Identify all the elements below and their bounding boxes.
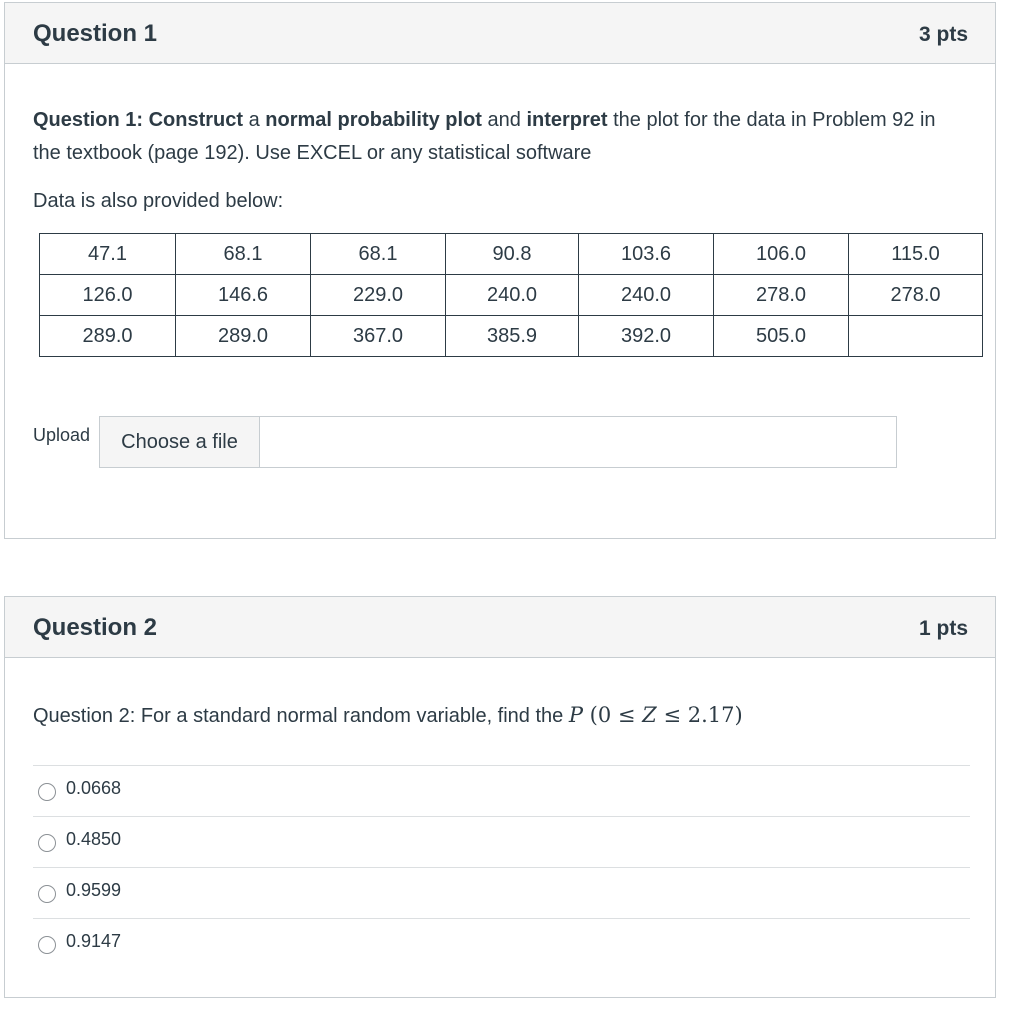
question-1-prompt	[33, 104, 978, 170]
table-cell: 126.0	[40, 275, 176, 316]
prompt-prefix: Question 1:	[33, 109, 149, 131]
table-cell: 392.0	[579, 316, 714, 357]
answer-label[interactable]: 0.9147	[66, 931, 122, 951]
answer-option[interactable]	[33, 816, 970, 867]
table-cell: 278.0	[849, 275, 983, 316]
radio-button[interactable]	[38, 885, 56, 903]
answer-option[interactable]	[33, 765, 970, 816]
table-row	[40, 234, 983, 275]
question-2-prompt	[33, 699, 743, 733]
table-cell: 229.0	[311, 275, 446, 316]
table-cell: 240.0	[446, 275, 579, 316]
file-upload-field[interactable]	[99, 416, 897, 468]
question-1-title: Question 1	[33, 20, 158, 47]
math-z: Z	[642, 703, 657, 727]
prompt-interpret: interpret	[526, 109, 608, 131]
table-cell: 289.0	[40, 316, 176, 357]
math-p: P	[568, 703, 583, 727]
table-row	[40, 275, 983, 316]
prompt-line2: the textbook (page 192). Use EXCEL or any statistical software	[33, 142, 592, 164]
table-cell: 106.0	[714, 234, 849, 275]
radio-button[interactable]	[38, 936, 56, 954]
choose-file-button[interactable]: Choose a file	[100, 417, 260, 467]
table-cell: 90.8	[446, 234, 579, 275]
answer-label[interactable]: 0.0668	[66, 778, 122, 798]
question-2-title: Question 2	[33, 614, 158, 641]
answer-list	[33, 765, 970, 969]
table-cell: 47.1	[40, 234, 176, 275]
question-1-points: 3 pts	[918, 23, 968, 46]
question-1-card	[4, 2, 996, 539]
table-cell: 115.0	[849, 234, 983, 275]
table-cell: 278.0	[714, 275, 849, 316]
table-cell: 103.6	[579, 234, 714, 275]
prompt-text: Question 2: For a standard normal random variable, find the	[33, 705, 569, 727]
radio-button[interactable]	[38, 783, 56, 801]
table-cell: 367.0	[311, 316, 446, 357]
table-cell: 68.1	[176, 234, 311, 275]
prompt-a: a	[243, 109, 266, 131]
table-cell: 146.6	[176, 275, 311, 316]
upload-label: Upload	[33, 425, 91, 445]
math-open: (0 ≤	[582, 703, 643, 727]
prompt-construct: Construct	[148, 109, 244, 131]
table-cell: 385.9	[446, 316, 579, 357]
data-table	[39, 233, 983, 357]
table-cell: 68.1	[311, 234, 446, 275]
answer-label[interactable]: 0.9599	[66, 880, 122, 900]
table-cell	[849, 316, 983, 357]
answer-option[interactable]	[33, 918, 970, 969]
prompt-rest: the plot for the data in Problem 92 in	[607, 109, 936, 131]
data-note: Data is also provided below:	[33, 190, 284, 212]
question-2-card	[4, 596, 996, 998]
question-2-header	[5, 597, 995, 658]
question-1-header	[5, 3, 995, 64]
prompt-and: and	[481, 109, 527, 131]
radio-button[interactable]	[38, 834, 56, 852]
probability-expression	[569, 703, 743, 727]
answer-label[interactable]: 0.4850	[66, 829, 122, 849]
answer-option[interactable]	[33, 867, 970, 918]
table-row	[40, 316, 983, 357]
question-2-points: 1 pts	[918, 617, 968, 640]
table-cell: 240.0	[579, 275, 714, 316]
math-close: ≤ 2.17)	[656, 703, 743, 727]
table-cell: 505.0	[714, 316, 849, 357]
table-cell: 289.0	[176, 316, 311, 357]
prompt-normal-plot: normal probability plot	[265, 109, 482, 131]
